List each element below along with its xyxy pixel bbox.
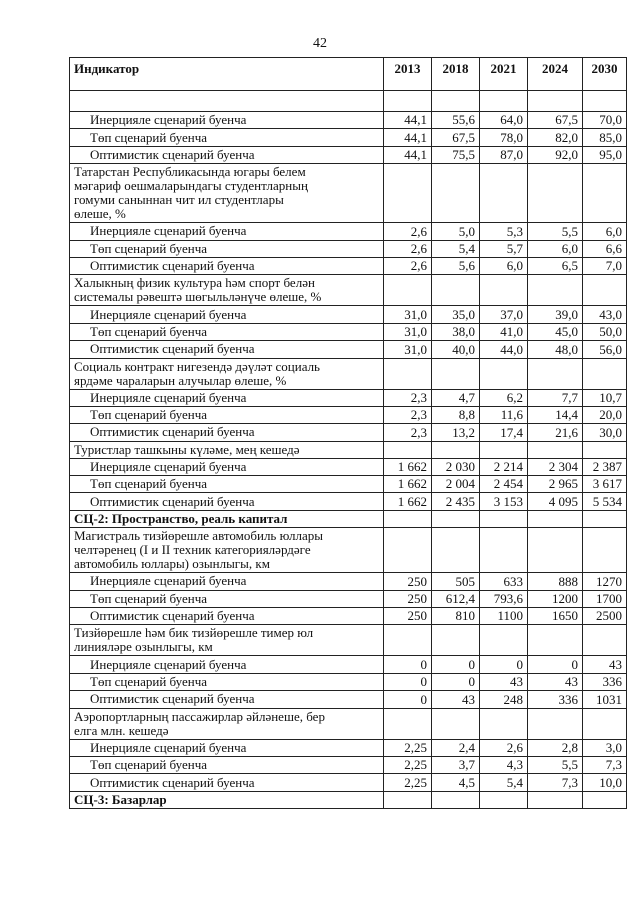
empty-cell — [583, 708, 627, 739]
value-cell: 37,0 — [480, 306, 528, 323]
value-cell: 55,6 — [432, 112, 480, 129]
indicators-table — [69, 57, 627, 809]
value-cell: 250 — [384, 573, 432, 590]
value-cell: 0 — [384, 673, 432, 690]
empty-cell — [528, 708, 583, 739]
value-cell: 793,6 — [480, 590, 528, 607]
scenario-row — [70, 223, 627, 240]
empty-cell — [528, 91, 583, 112]
empty-cell — [583, 791, 627, 808]
value-cell: 5,4 — [480, 774, 528, 791]
empty-cell — [480, 791, 528, 808]
value-cell: 44,1 — [384, 146, 432, 163]
indicator-row — [70, 625, 627, 656]
section-title: СЦ-2: Пространство, реаль капитал — [70, 510, 384, 527]
value-cell: 67,5 — [528, 112, 583, 129]
value-cell: 56,0 — [583, 341, 627, 358]
value-cell: 48,0 — [528, 341, 583, 358]
value-cell: 2 435 — [432, 493, 480, 510]
scenario-row — [70, 673, 627, 690]
indicator-label-line: системалы рәвештә шөгыльләнүче өлеше, % — [74, 289, 322, 305]
empty-cell — [480, 528, 528, 573]
empty-cell — [480, 708, 528, 739]
empty-cell — [480, 358, 528, 389]
value-cell: 31,0 — [384, 306, 432, 323]
value-cell: 30,0 — [583, 424, 627, 441]
empty-cell — [384, 625, 432, 656]
scenario-label: Оптимистик сценарий буенча — [70, 424, 384, 441]
indicator-label — [70, 441, 384, 458]
scenario-row — [70, 573, 627, 590]
empty-cell — [583, 441, 627, 458]
header-year: 2013 — [384, 58, 432, 91]
value-cell: 2,3 — [384, 389, 432, 406]
scenario-label: Инерцияле сценарий буенча — [70, 458, 384, 475]
scenario-row — [70, 146, 627, 163]
value-cell: 10,7 — [583, 389, 627, 406]
value-cell: 1270 — [583, 573, 627, 590]
value-cell: 6,2 — [480, 389, 528, 406]
value-cell: 43 — [480, 673, 528, 690]
indicator-label-line: Татарстан Республикасында югары белем — [74, 164, 306, 180]
value-cell: 2500 — [583, 608, 627, 625]
value-cell: 45,0 — [528, 323, 583, 340]
scenario-row — [70, 774, 627, 791]
empty-cell — [432, 528, 480, 573]
value-cell: 810 — [432, 608, 480, 625]
value-cell: 336 — [583, 673, 627, 690]
value-cell: 505 — [432, 573, 480, 590]
indicator-label-line: Аэропортларның пассажирлар әйләнеше, бер — [74, 708, 325, 724]
scenario-row — [70, 341, 627, 358]
indicator-label — [70, 528, 384, 573]
scenario-row — [70, 424, 627, 441]
value-cell: 2,6 — [384, 223, 432, 240]
empty-cell — [432, 91, 480, 112]
empty-cell — [432, 275, 480, 306]
value-cell: 8,8 — [432, 406, 480, 423]
value-cell: 248 — [480, 691, 528, 708]
empty-cell — [384, 528, 432, 573]
header-year: 2018 — [432, 58, 480, 91]
value-cell: 0 — [432, 656, 480, 673]
value-cell: 41,0 — [480, 323, 528, 340]
value-cell: 31,0 — [384, 341, 432, 358]
scenario-row — [70, 756, 627, 773]
value-cell: 3,0 — [583, 739, 627, 756]
scenario-row — [70, 389, 627, 406]
value-cell: 7,0 — [583, 257, 627, 274]
header-indicator: Индикатор — [70, 58, 384, 91]
value-cell: 0 — [480, 656, 528, 673]
value-cell: 4,3 — [480, 756, 528, 773]
value-cell: 888 — [528, 573, 583, 590]
value-cell: 50,0 — [583, 323, 627, 340]
value-cell: 1031 — [583, 691, 627, 708]
value-cell: 5,0 — [432, 223, 480, 240]
empty-cell — [583, 510, 627, 527]
value-cell: 0 — [384, 656, 432, 673]
empty-cell — [384, 91, 432, 112]
indicator-row — [70, 358, 627, 389]
scenario-row — [70, 112, 627, 129]
value-cell: 5,4 — [432, 240, 480, 257]
table-header-row — [70, 58, 627, 91]
section-title: СЦ-3: Базарлар — [70, 791, 384, 808]
scenario-label: Оптимистик сценарий буенча — [70, 146, 384, 163]
scenario-row — [70, 240, 627, 257]
empty-cell — [528, 510, 583, 527]
value-cell: 43,0 — [583, 306, 627, 323]
table-row-blank — [70, 91, 627, 112]
indicator-label-line: Магистраль тизйөрешле автомобиль юллары — [74, 528, 323, 544]
scenario-row — [70, 129, 627, 146]
empty-cell — [583, 358, 627, 389]
value-cell: 6,5 — [528, 257, 583, 274]
indicator-label — [70, 164, 384, 223]
value-cell: 3 617 — [583, 476, 627, 493]
scenario-label: Оптимистик сценарий буенча — [70, 608, 384, 625]
value-cell: 43 — [583, 656, 627, 673]
value-cell: 2 454 — [480, 476, 528, 493]
value-cell: 10,0 — [583, 774, 627, 791]
value-cell: 0 — [384, 691, 432, 708]
scenario-label: Төп сценарий буенча — [70, 673, 384, 690]
value-cell: 21,6 — [528, 424, 583, 441]
indicator-label-line: мәгариф оешмаларындагы студентларның — [74, 178, 308, 194]
value-cell: 250 — [384, 590, 432, 607]
indicator-label — [70, 625, 384, 656]
value-cell: 5,3 — [480, 223, 528, 240]
value-cell: 7,3 — [528, 774, 583, 791]
scenario-row — [70, 739, 627, 756]
scenario-label: Оптимистик сценарий буенча — [70, 257, 384, 274]
empty-cell — [583, 275, 627, 306]
value-cell: 5,5 — [528, 756, 583, 773]
value-cell: 2,25 — [384, 739, 432, 756]
scenario-label: Төп сценарий буенча — [70, 756, 384, 773]
scenario-label: Инерцияле сценарий буенча — [70, 656, 384, 673]
header-year: 2021 — [480, 58, 528, 91]
empty-cell — [528, 791, 583, 808]
value-cell: 38,0 — [432, 323, 480, 340]
scenario-label: Оптимистик сценарий буенча — [70, 493, 384, 510]
value-cell: 78,0 — [480, 129, 528, 146]
value-cell: 1200 — [528, 590, 583, 607]
value-cell: 43 — [432, 691, 480, 708]
empty-cell — [384, 275, 432, 306]
scenario-label: Төп сценарий буенча — [70, 323, 384, 340]
indicator-label — [70, 358, 384, 389]
scenario-label: Оптимистик сценарий буенча — [70, 691, 384, 708]
empty-cell — [432, 441, 480, 458]
value-cell: 92,0 — [528, 146, 583, 163]
scenario-row — [70, 691, 627, 708]
scenario-row — [70, 406, 627, 423]
empty-cell — [384, 791, 432, 808]
indicator-label-line: Социаль контракт нигезендә дәүләт социаль — [74, 358, 320, 374]
empty-cell — [384, 510, 432, 527]
value-cell: 82,0 — [528, 129, 583, 146]
value-cell: 1650 — [528, 608, 583, 625]
value-cell: 4 095 — [528, 493, 583, 510]
scenario-label: Инерцияле сценарий буенча — [70, 389, 384, 406]
empty-cell — [384, 708, 432, 739]
value-cell: 250 — [384, 608, 432, 625]
empty-cell — [70, 91, 384, 112]
value-cell: 2 004 — [432, 476, 480, 493]
value-cell: 5,5 — [528, 223, 583, 240]
value-cell: 95,0 — [583, 146, 627, 163]
empty-cell — [480, 275, 528, 306]
scenario-label: Төп сценарий буенча — [70, 240, 384, 257]
scenario-label: Төп сценарий буенча — [70, 129, 384, 146]
scenario-label: Төп сценарий буенча — [70, 406, 384, 423]
table-body — [70, 91, 627, 809]
empty-cell — [583, 625, 627, 656]
scenario-row — [70, 257, 627, 274]
scenario-row — [70, 458, 627, 475]
value-cell: 3,7 — [432, 756, 480, 773]
value-cell: 1 662 — [384, 493, 432, 510]
scenario-row — [70, 493, 627, 510]
scenario-label: Инерцияле сценарий буенча — [70, 112, 384, 129]
scenario-label: Инерцияле сценарий буенча — [70, 739, 384, 756]
value-cell: 85,0 — [583, 129, 627, 146]
value-cell: 2 304 — [528, 458, 583, 475]
value-cell: 3 153 — [480, 493, 528, 510]
value-cell: 14,4 — [528, 406, 583, 423]
value-cell: 6,6 — [583, 240, 627, 257]
empty-cell — [432, 164, 480, 223]
value-cell: 2,25 — [384, 756, 432, 773]
value-cell: 2,8 — [528, 739, 583, 756]
header-year: 2024 — [528, 58, 583, 91]
indicator-row — [70, 528, 627, 573]
value-cell: 17,4 — [480, 424, 528, 441]
value-cell: 70,0 — [583, 112, 627, 129]
empty-cell — [432, 510, 480, 527]
value-cell: 20,0 — [583, 406, 627, 423]
indicator-label-line: өлеше, % — [74, 206, 126, 222]
empty-cell — [528, 358, 583, 389]
indicator-label-line: линияләре озынлыгы, км — [74, 639, 213, 655]
scenario-label: Оптимистик сценарий буенча — [70, 341, 384, 358]
header-year: 2030 — [583, 58, 627, 91]
scenario-label: Инерцияле сценарий буенча — [70, 306, 384, 323]
scenario-row — [70, 323, 627, 340]
section-row — [70, 791, 627, 808]
value-cell: 2,4 — [432, 739, 480, 756]
empty-cell — [528, 625, 583, 656]
empty-cell — [480, 164, 528, 223]
value-cell: 2 387 — [583, 458, 627, 475]
value-cell: 44,0 — [480, 341, 528, 358]
value-cell: 87,0 — [480, 146, 528, 163]
indicator-label-line: елга млн. кешедә — [74, 722, 169, 738]
value-cell: 43 — [528, 673, 583, 690]
value-cell: 1 662 — [384, 476, 432, 493]
value-cell: 11,6 — [480, 406, 528, 423]
value-cell: 1700 — [583, 590, 627, 607]
empty-cell — [480, 91, 528, 112]
value-cell: 6,0 — [528, 240, 583, 257]
section-row — [70, 510, 627, 527]
empty-cell — [583, 91, 627, 112]
scenario-label: Инерцияле сценарий буенча — [70, 223, 384, 240]
page-number: 42 — [313, 36, 327, 51]
indicator-label — [70, 708, 384, 739]
empty-cell — [432, 791, 480, 808]
empty-cell — [583, 164, 627, 223]
empty-cell — [384, 441, 432, 458]
scenario-row — [70, 306, 627, 323]
value-cell: 7,7 — [528, 389, 583, 406]
value-cell: 1 662 — [384, 458, 432, 475]
indicator-label-line: гомуми саныннан чит ил студентлары — [74, 192, 284, 208]
value-cell: 75,5 — [432, 146, 480, 163]
value-cell: 2,3 — [384, 406, 432, 423]
value-cell: 35,0 — [432, 306, 480, 323]
value-cell: 40,0 — [432, 341, 480, 358]
value-cell: 2,6 — [384, 240, 432, 257]
empty-cell — [384, 164, 432, 223]
empty-cell — [480, 441, 528, 458]
empty-cell — [480, 625, 528, 656]
value-cell: 31,0 — [384, 323, 432, 340]
indicator-row — [70, 164, 627, 223]
indicator-label-line: Халыкның физик культура һәм спорт белән — [74, 275, 315, 291]
value-cell: 44,1 — [384, 129, 432, 146]
value-cell: 6,0 — [583, 223, 627, 240]
value-cell: 1100 — [480, 608, 528, 625]
value-cell: 2 030 — [432, 458, 480, 475]
empty-cell — [528, 528, 583, 573]
scenario-row — [70, 608, 627, 625]
indicator-label-line: автомобиль юллары) озынлыгы, км — [74, 556, 270, 572]
value-cell: 13,2 — [432, 424, 480, 441]
empty-cell — [432, 625, 480, 656]
value-cell: 0 — [528, 656, 583, 673]
empty-cell — [528, 275, 583, 306]
value-cell: 5,6 — [432, 257, 480, 274]
scenario-label: Төп сценарий буенча — [70, 476, 384, 493]
scenario-label: Оптимистик сценарий буенча — [70, 774, 384, 791]
empty-cell — [528, 441, 583, 458]
value-cell: 633 — [480, 573, 528, 590]
value-cell: 4,7 — [432, 389, 480, 406]
scenario-row — [70, 590, 627, 607]
value-cell: 2,25 — [384, 774, 432, 791]
value-cell: 612,4 — [432, 590, 480, 607]
empty-cell — [583, 528, 627, 573]
value-cell: 39,0 — [528, 306, 583, 323]
scenario-row — [70, 476, 627, 493]
value-cell: 5,7 — [480, 240, 528, 257]
value-cell: 2,6 — [384, 257, 432, 274]
indicator-row — [70, 708, 627, 739]
empty-cell — [384, 358, 432, 389]
indicator-label-line: Тизйөрешле һәм бик тизйөрешле тимер юл — [74, 625, 314, 641]
value-cell: 336 — [528, 691, 583, 708]
indicator-row — [70, 441, 627, 458]
indicator-label — [70, 275, 384, 306]
scenario-label: Төп сценарий буенча — [70, 590, 384, 607]
scenario-row — [70, 656, 627, 673]
value-cell: 2 965 — [528, 476, 583, 493]
indicator-label-line: ярдәме чараларын алучылар өлеше, % — [74, 372, 287, 388]
value-cell: 2,6 — [480, 739, 528, 756]
value-cell: 4,5 — [432, 774, 480, 791]
scenario-label: Инерцияле сценарий буенча — [70, 573, 384, 590]
indicator-label-line: Туристлар ташкыны күләме, мең кешедә — [74, 441, 300, 457]
value-cell: 7,3 — [583, 756, 627, 773]
empty-cell — [528, 164, 583, 223]
indicator-row — [70, 275, 627, 306]
empty-cell — [480, 510, 528, 527]
value-cell: 2 214 — [480, 458, 528, 475]
value-cell: 2,3 — [384, 424, 432, 441]
value-cell: 44,1 — [384, 112, 432, 129]
value-cell: 67,5 — [432, 129, 480, 146]
indicator-label-line: челтәренец (I и II техник категорияләрдәге — [74, 542, 311, 558]
empty-cell — [432, 708, 480, 739]
value-cell: 6,0 — [480, 257, 528, 274]
empty-cell — [432, 358, 480, 389]
value-cell: 64,0 — [480, 112, 528, 129]
value-cell: 5 534 — [583, 493, 627, 510]
value-cell: 0 — [432, 673, 480, 690]
